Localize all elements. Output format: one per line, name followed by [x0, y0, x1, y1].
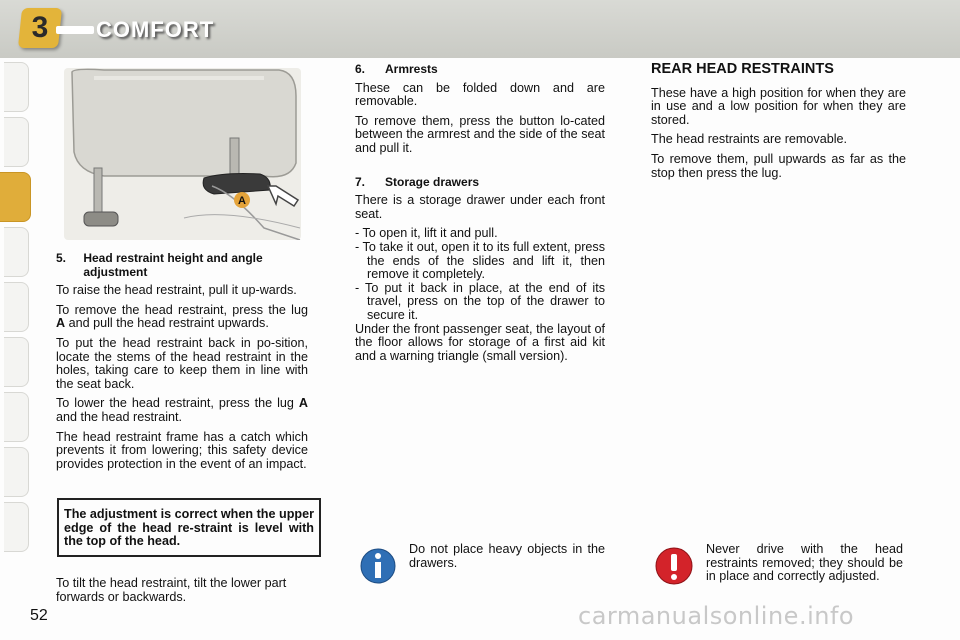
info-note: Do not place heavy objects in the drawers. — [409, 542, 605, 570]
rear-p3: To remove them, pull upwards as far as the stop then press the lug. — [651, 151, 906, 180]
chapter-tab-7[interactable] — [4, 392, 29, 442]
armrests-p2: To remove them, press the button lo-cated between the armrest and the side of the seat and pull it. — [355, 113, 605, 155]
drawers-item-2: - To take it out, open it to its full extent, press the ends of the slides and lift it, then remove it completely. — [355, 239, 605, 282]
para-put-back: To put the head restraint back in po-sition, locate the stems of the head restraint in the holes, taking care to keep them in line with the seat back. — [56, 335, 308, 391]
para-remove: To remove the head restraint, press the lug A and pull the head restraint upwards. — [56, 302, 308, 331]
warning-note: Never drive with the head restraints removed; they should be in place and correctly adjusted. — [706, 542, 903, 584]
rear-head-restraints — [651, 63, 906, 186]
drawers-p1: There is a storage drawer under each front seat. — [355, 193, 605, 221]
chapter-tab-8[interactable] — [4, 447, 29, 497]
chapter-tab-9[interactable] — [4, 502, 29, 552]
section-7-heading: 7. Storage drawers — [355, 174, 480, 189]
adjustment-note-box: The adjustment is correct when the upper edge of the head re-straint is level with the top of the head. — [57, 498, 321, 557]
armrests-p1: These can be folded down and are removable. — [355, 80, 605, 109]
rear-p2: The head restraints are removable. — [651, 132, 848, 147]
drawers-p2: Under the front passenger seat, the layout of the floor allows for storage of a first aid kit and a warning triangle (small version). — [355, 321, 605, 363]
page-number: 52 — [30, 607, 48, 624]
chapter-tab-2[interactable] — [4, 117, 29, 167]
rear-heading: REAR HEAD RESTRAINTS — [651, 61, 834, 77]
chapter-tab-3-active[interactable] — [0, 172, 31, 222]
footer-watermark: carmanualsonline.info — [578, 602, 855, 630]
chapter-tab-5[interactable] — [4, 282, 29, 332]
para-raise: To raise the head restraint, pull it up-wards. — [56, 283, 297, 298]
chapter-tabs — [0, 62, 34, 582]
section-6-heading: 6. Armrests — [355, 62, 438, 76]
para-catch: The head restraint frame has a catch which prevents it from lowering; this safety device provides protection in the event of an impact. — [56, 429, 308, 471]
para-lower: To lower the head restraint, press the lug A and the head restraint. — [56, 396, 308, 424]
section-5-heading: 5. Head restraint height and angle adjustment — [56, 251, 263, 279]
head-restraint-drawing — [64, 68, 301, 240]
info-icon — [360, 546, 396, 586]
header-bar — [0, 0, 960, 58]
warning-icon — [655, 546, 693, 586]
chapter-number: 3 — [31, 11, 49, 44]
badge-tail — [56, 26, 94, 34]
callout-a: A — [238, 195, 246, 207]
chapter-tab-4[interactable] — [4, 227, 29, 277]
section-5 — [56, 252, 308, 477]
section-6-7 — [355, 63, 605, 369]
drawers-item-1: - To open it, lift it and pull. — [355, 226, 498, 241]
chapter-tab-6[interactable] — [4, 337, 29, 387]
para-tilt: To tilt the head restraint, tilt the lower part forwards or backwards. — [56, 576, 287, 604]
chapter-tab-1[interactable] — [4, 62, 29, 112]
drawers-item-3: - To put it back in place, at the end of its travel, press on the top of the drawer to secure it. — [355, 280, 605, 322]
chapter-title: COMFORT — [96, 17, 215, 42]
rear-p1: These have a high position for when they are in use and a low position for when they are stored. — [651, 85, 906, 127]
head-restraint-illustration — [64, 68, 301, 240]
